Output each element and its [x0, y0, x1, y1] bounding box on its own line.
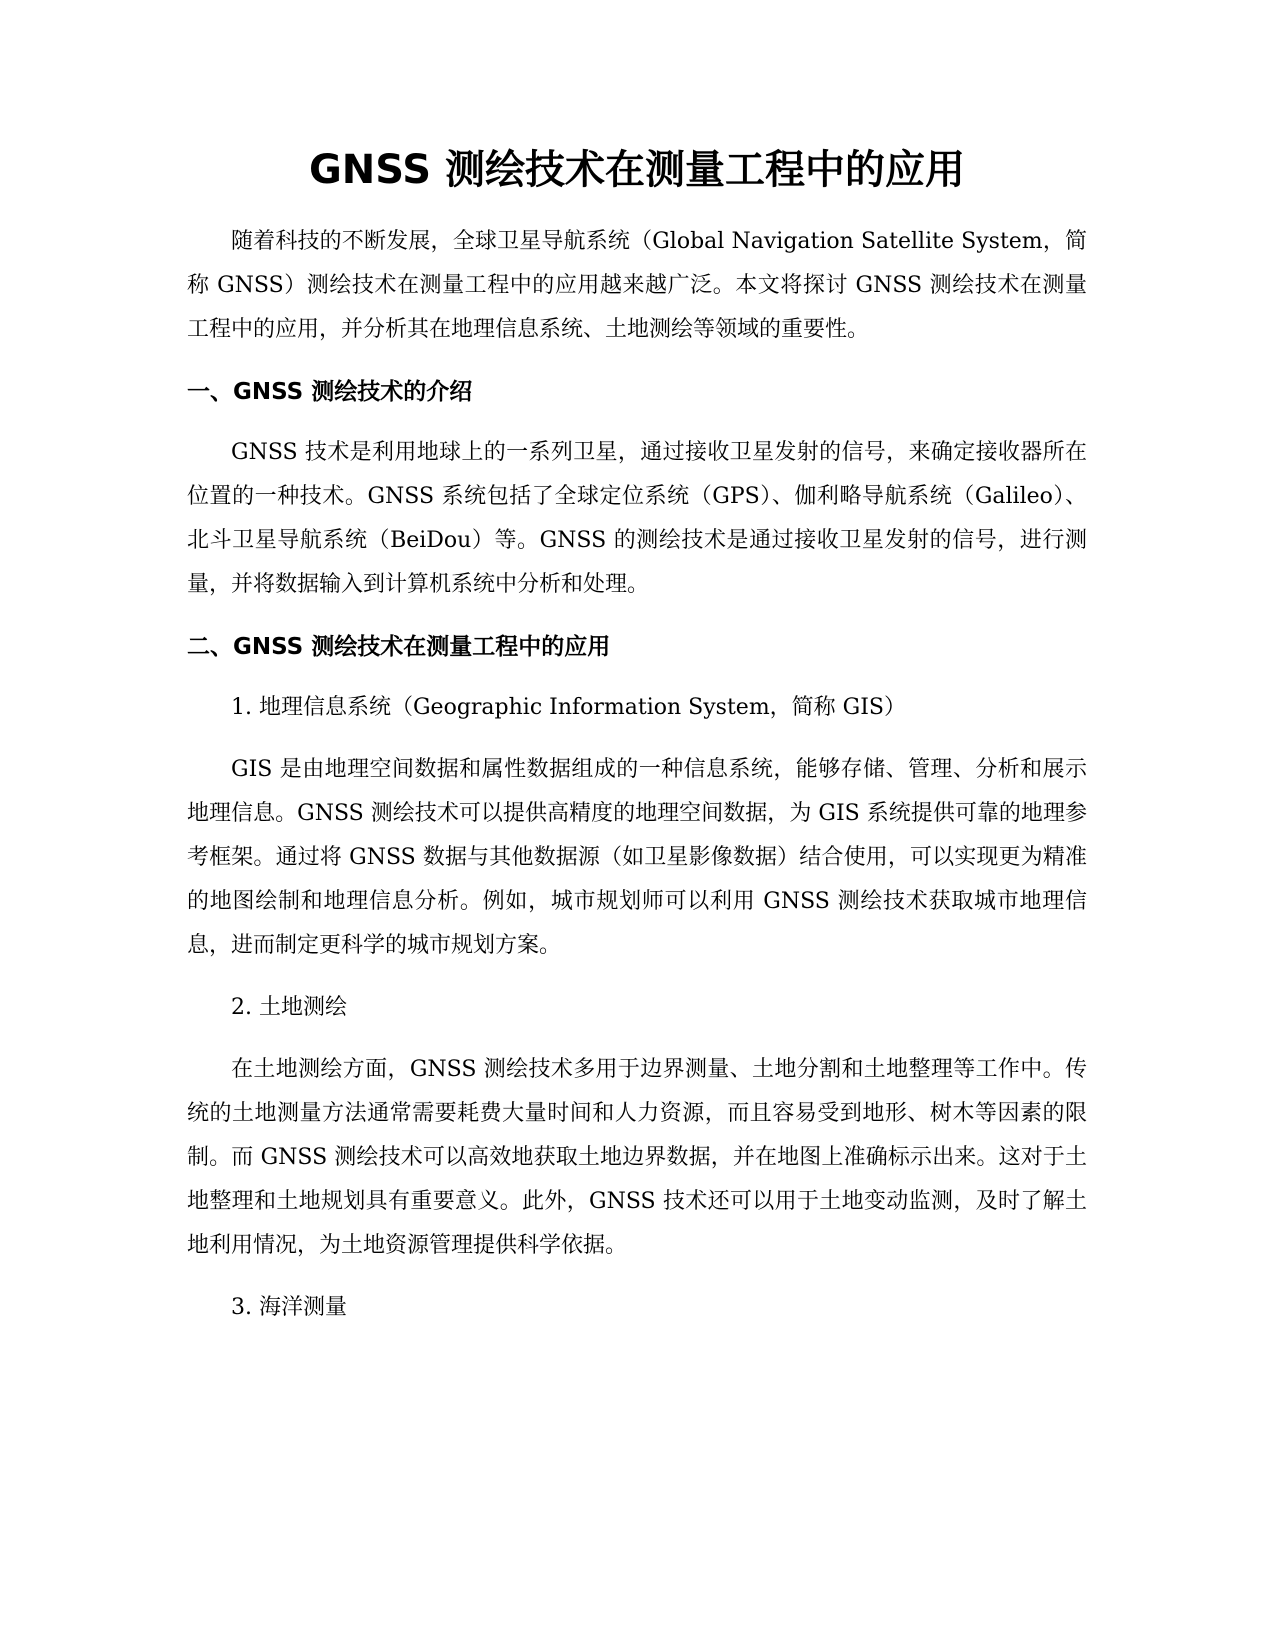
document-body: [187, 140, 1087, 1348]
gis-paragraph: GIS 是由地理空间数据和属性数据组成的一种信息系统，能够存储、管理、分析和展示地理信息。GNSS 测绘技术可以提供高精度的地理空间数据，为 GIS 系统提供可靠的地理参考框架。通过将 GNSS 数据与其他数据源（如卫星影像数据）结合使用，可以实现更为精准的地图绘制和地理信息分析。例如，城市规划师可以利用 GNSS 测绘技术获取城市地理信息，进而制定更科学的城市规划方案。: [187, 757, 1087, 958]
land-survey-paragraph: 在土地测绘方面，GNSS 测绘技术多用于边界测量、土地分割和土地整理等工作中。传统的土地测量方法通常需要耗费大量时间和人力资源，而且容易受到地形、树木等因素的限制。而 GNSS 测绘技术可以高效地获取土地边界数据，并在地图上准确标示出来。这对于土地整理和土地规划具有重要意义。此外，GNSS 技术还可以用于土地变动监测，及时了解土地利用情况，为土地资源管理提供科学依据。: [187, 1057, 1087, 1258]
document-title: GNSS 测绘技术在测量工程中的应用: [308, 147, 966, 193]
section-heading-1: 一、GNSS 测绘技术的介绍: [187, 379, 473, 405]
intro-paragraph: 随着科技的不断发展，全球卫星导航系统（Global Navigation Satellite System，简称 GNSS）测绘技术在测量工程中的应用越来越广泛。本文将探讨 GNSS 测绘技术在测量工程中的应用，并分析其在地理信息系统、土地测绘等领域的重要性。: [187, 229, 1087, 342]
subheading-land-survey: 2. 土地测绘: [231, 995, 347, 1020]
section-1-paragraph: GNSS 技术是利用地球上的一系列卫星，通过接收卫星发射的信号，来确定接收器所在位置的一种技术。GNSS 系统包括了全球定位系统（GPS）、伽利略导航系统（Galileo）、北斗卫星导航系统（BeiDou）等。GNSS 的测绘技术是通过接收卫星发射的信号，进行测量，并将数据输入到计算机系统中分析和处理。: [187, 440, 1087, 597]
subheading-ocean-survey: 3. 海洋测量: [231, 1295, 347, 1320]
subheading-gis: 1. 地理信息系统（Geographic Information System，简称 GIS）: [231, 695, 907, 720]
section-heading-2: 二、GNSS 测绘技术在测量工程中的应用: [187, 634, 611, 660]
